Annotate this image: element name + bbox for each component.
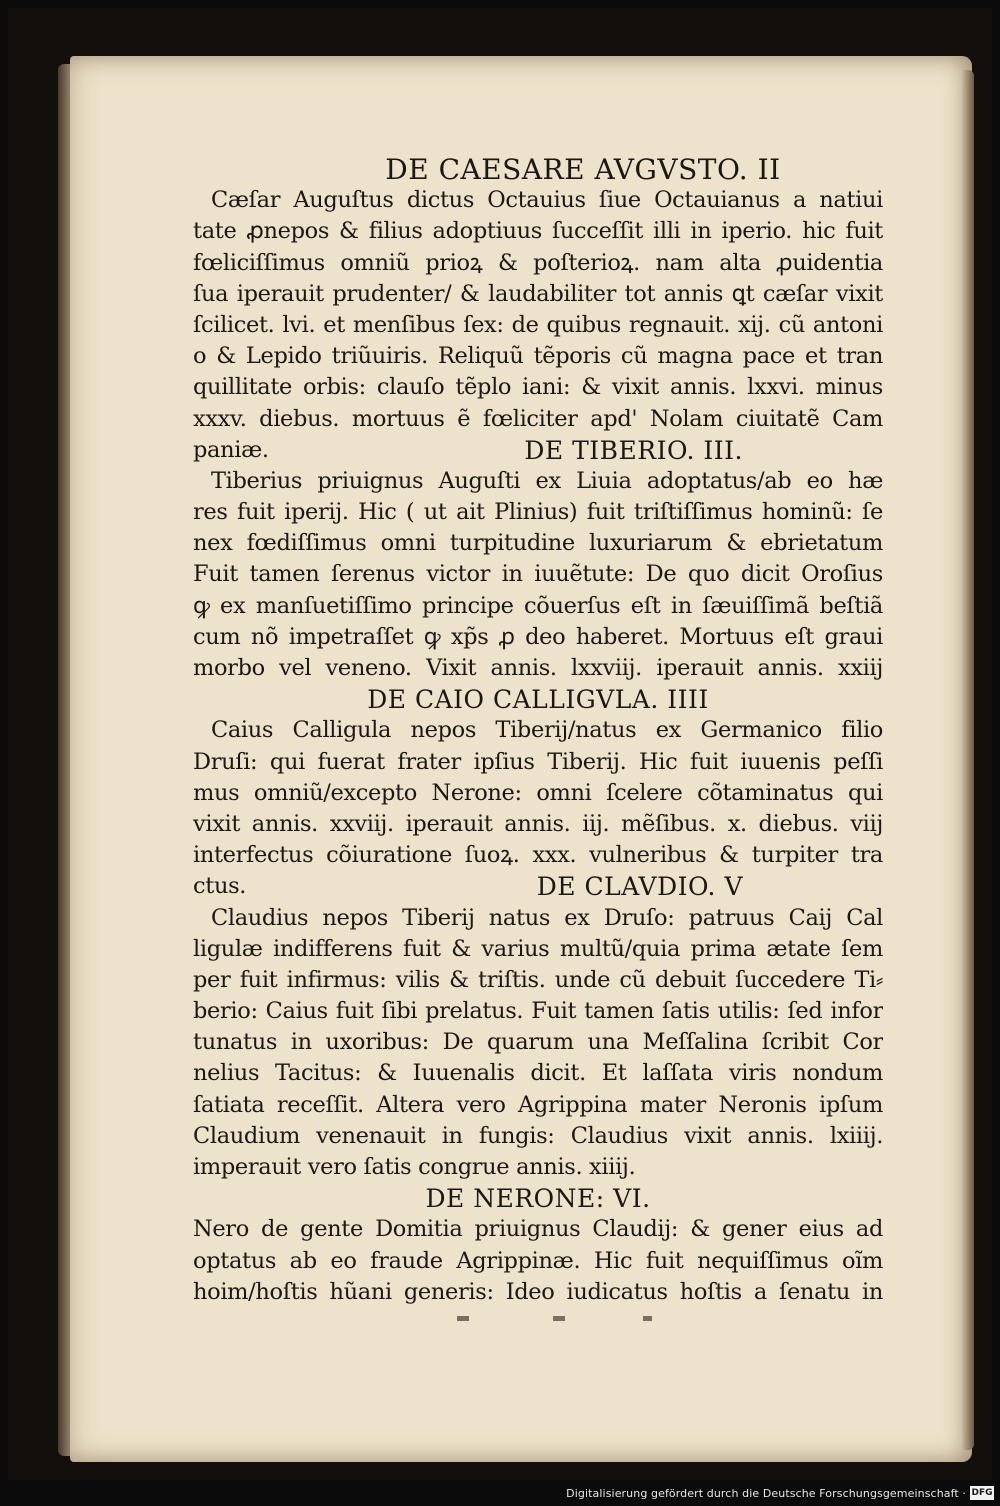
heading-augustus: DE CAESARE AVGVSTO. II [385,153,781,186]
text-line: interfectus cõiuratione ſuoꝝ. xxx. vulneribus & turpiter tra [193,842,883,869]
text-line: Druſi: qui fuerat frater ipſius Tiberij. Hic fuit iuuenis peſſi [193,748,883,775]
text-line: o & Lepido triũuiris. Reliquũ tẽporis cũ magna pace et tran [193,343,883,370]
heading-nerone: DE NERONE: VI. [425,1184,651,1214]
text-line: berio: Caius fuit ſibi prelatus. Fuit tamen ſatis utilis: ſed infor [193,998,883,1025]
text-line: imperauit vero ſatis congrue annis. xiiij. [193,1154,636,1180]
text-line: Nero de gente Domitia priuignus Claudij: & gener eius ad [193,1216,883,1243]
text-line: paniæ. [193,436,269,463]
text-line: Caius Calligula nepos Tiberij/natus ex Germanico filio [211,717,883,744]
text-line: xxxv. diebus. mortuus ẽ fœliciter apd' Nolam ciuitatẽ Cam [193,405,883,432]
heading-tiberio: DE TIBERIO. III. [524,435,743,465]
text-line: ligulæ indifferens fuit & varius multũ/quia prima ætate ſem [193,935,883,962]
text-line: res fuit iperij. Hic ( ut ait Plinius) fuit triſtiſſimus hominũ: ſe [193,499,883,526]
text-line: ſcilicet. lvi. et menſibus ſex: de quibus regnauit. xij. cũ antoni [193,311,883,338]
augustus-end-line [193,435,883,466]
text-line: Tiberius priuignus Auguſti ex Liuia adoptatus/ab eo hæ [211,467,883,494]
dfg-logo-icon: DFG [971,1488,993,1498]
text-line: ctus. [193,873,247,900]
text-line: tunatus in uxoribus: De quarum una Meſſalina ſcribit Cor [193,1029,883,1056]
text-line: morbo vel veneno. Vixit annis. lxxviij. iperauit annis. xxiij [193,655,883,681]
text-line: tate ꝓnepos & filius adoptiuus ſucceſſit illi in iperio. hic fuit [193,218,883,245]
text-line: Claudium venenauit in fungis: Claudius vixit annis. lxiiij. [193,1122,883,1149]
text-line: nelius Tacitus: & Iuuenalis dicit. Et laſſata viris nondum [193,1060,883,1087]
text-line: ſua iperauit prudenter/ & laudabiliter tot annis ꝗt cæſar vixit [193,280,883,307]
section-tiberio [193,466,883,684]
text-line: Fuit tamen ſerenus victor in iuuẽtute: De quo dicit Oroſius [193,561,883,588]
section-claudio [193,903,883,1184]
text-line: Claudius nepos Tiberij natus ex Druſo: patruus Caij Cal [211,904,883,931]
text-line: ſatiata receſſit. Altera vero Agrippina mater Neronis ipſum [193,1091,883,1118]
footer-credit: Digitalisierung gefördert durch die Deutsche Forschungsgemeinschaft · [566,1487,966,1500]
heading-claudio: DE CLAVDIO. V [536,872,743,902]
text-line: per fuit infirmus: vilis & triſtis. unde cũ debuit ſuccedere Ti⸗ [193,966,883,993]
caio-end-line [193,871,883,902]
cut-off-glyphs [433,1316,733,1321]
text-line: cum nõ impetraſſet ꝙ xp̃s ꝓ deo haberet. Mortuus eſt graui [193,623,883,650]
section-caio [193,715,883,871]
cut-off-line [193,1308,883,1322]
text-line: mus omniũ/excepto Nerone: omni ſcelere cõtaminatus qui [193,779,883,806]
text-line: vixit annis. xxviij. iperauit annis. iij. mẽſibus. x. diebus. viij [193,810,883,837]
text-line: Cæſar Auguſtus dictus Octauius ſiue Octauianus a natiui [211,187,883,214]
page-right-edge [962,70,974,1450]
text-line: nex fœdiſſimus omni turpitudine luxuriarum & ebrietatum [193,530,883,557]
text-line: hoim/hoſtis hũani generis: Ideo iudicatus hoſtis a ſenatu in [193,1278,883,1305]
page-text [193,154,883,1322]
section-augustus [193,185,883,435]
text-line: fœliciſſimus omniũ prioꝝ & poſterioꝝ. nam alta ꝓuidentia [193,249,883,276]
text-line: ꝙ ex manſuetiſſimo principe cõuerſus eſt in ſæuiſſimã beſtiã [193,592,883,619]
section-nerone [193,1214,883,1308]
heading-caio: DE CAIO CALLIGVLA. IIII [367,685,709,715]
text-line: optatus ab eo fraude Agrippinæ. Hic fuit nequiſſimus oĩm [193,1247,883,1274]
text-line: quillitate orbis: clauſo tẽplo iani: & vixit annis. lxxvi. minus [193,374,883,401]
